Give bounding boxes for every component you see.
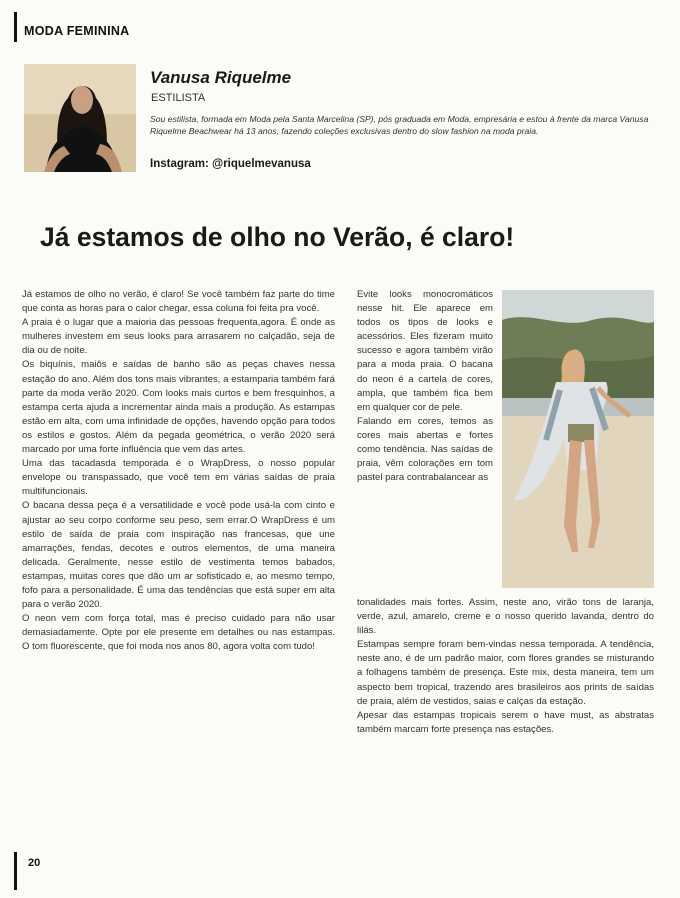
page-number: 20 [28,857,41,869]
article-headline: Já estamos de olho no Verão, é claro! [40,222,515,252]
page-marker-bar [14,852,17,890]
paragraph: tonalidades mais fortes. Assim, neste ano, virão tons de laranja, verde, azul, amarelo, creme e o nosso querido lavanda, dentro do lilás. [357,597,654,637]
paragraph: Apesar das estampas tropicais serem o have must, as abstratas também marcam forte presença nas estações. [357,709,654,735]
author-role: ESTILISTA [151,92,206,104]
author-photo [24,64,136,172]
article-column-left [22,288,335,654]
paragraph: Estampas sempre foram bem-vindas nessa temporada. A tendência, neste ano, é de um padrão maior, com flores grandes se misturando a folhagens também de presença. Este mix, desta maneira, tem um aspecto bem tropical, trazendo ares brasileiros aos prints de saídas de praia, além de vestidos, saias e calças da estação. [357,639,654,707]
paragraph: A praia é o lugar que a maioria das pessoas frequenta,agora. É onde as mulheres investem em seus looks para arrasarem no calçadão, seja de dia ou de noite. [22,317,335,357]
paragraph: O bacana dessa peça é a versatilidade e você pode usá-la com cinto e ajustar ao seu corpo conforme seu peso, sem errar.O WrapDress é um estilo de saída de praia com inspiração nas francesas, que une amarrações, fendas, decotes e outros elementos, de uma maneira delicada. Geralmente, nesse estilo de vestimenta temos babados, estampas, muitas cores que dão um ar sofisticado e, ao mesmo tempo, fofo para a personalidade. É uma das tendências que está super em alta para o verão 2020. [22,500,335,611]
paragraph: Os biquínis, maiôs e saídas de banho são as peças chaves nessa estação do ano. Além dos tons mais vibrantes, a estamparia também fará parte da moda verão 2020. Com looks mais curtos e bem fresquinhos, a estampa certa ajuda a incrementar ainda mais a produção. As estampas estão em alta, com uma infinidade de opções, havendo opção para todos os estilos e gostos. Além da pegada geométrica, o verão 2020 será marcado por uma forte influência que vem das artes. [22,359,335,456]
author-bio: Sou estilista, formada em Moda pela Santa Marcelina (SP), pós graduada em Moda, empresária e estou à frente da marca Vanusa Riquelme Beachwear há 13 anos, fazendo coleções exclusivas dentro do slow fashion na moda praia. [150,114,649,136]
paragraph: O neon vem com força total, mas é preciso cuidado para não usar demasiadamente. Opte por ele presente em detalhes ou nas estampas. O tom fluorescente, que foi moda nos anos 80, agora volta com tudo! [22,613,335,653]
paragraph: Evite looks monocromáticos nesse hit. Ele aparece em todos os tipos de looks e acessórios. Eles fizeram muito sucesso e agora também virão para a moda praia. O bacana do neon é a cartela de cores, ampla, que também fica bem em qualquer cor de pele. [357,289,493,413]
paragraph: Falando em cores, temos as cores mais abertas e fortes como tendência. Nas saídas de praia, vêm colorações em tom pastel para contrabalancear as [357,415,493,484]
section-label: MODA FEMININA [24,24,130,38]
beach-fashion-photo [502,290,654,588]
paragraph: Uma das tacadasda temporada é o WrapDress, o nosso popular envelope ou transpassado, que você tem em várias saídas de praia multifuncionais. [22,458,335,498]
paragraph: Já estamos de olho no verão, é claro! Se você também faz parte do time que conta as horas para o calor chegar, essa coluna foi feita pra você. [22,289,335,315]
article-column-right-top [357,288,493,485]
author-name: Vanusa Riquelme [150,68,292,87]
author-instagram: Instagram: @riquelmevanusa [150,158,311,170]
section-marker-bar [14,12,17,42]
article-column-right-bottom [357,596,654,737]
